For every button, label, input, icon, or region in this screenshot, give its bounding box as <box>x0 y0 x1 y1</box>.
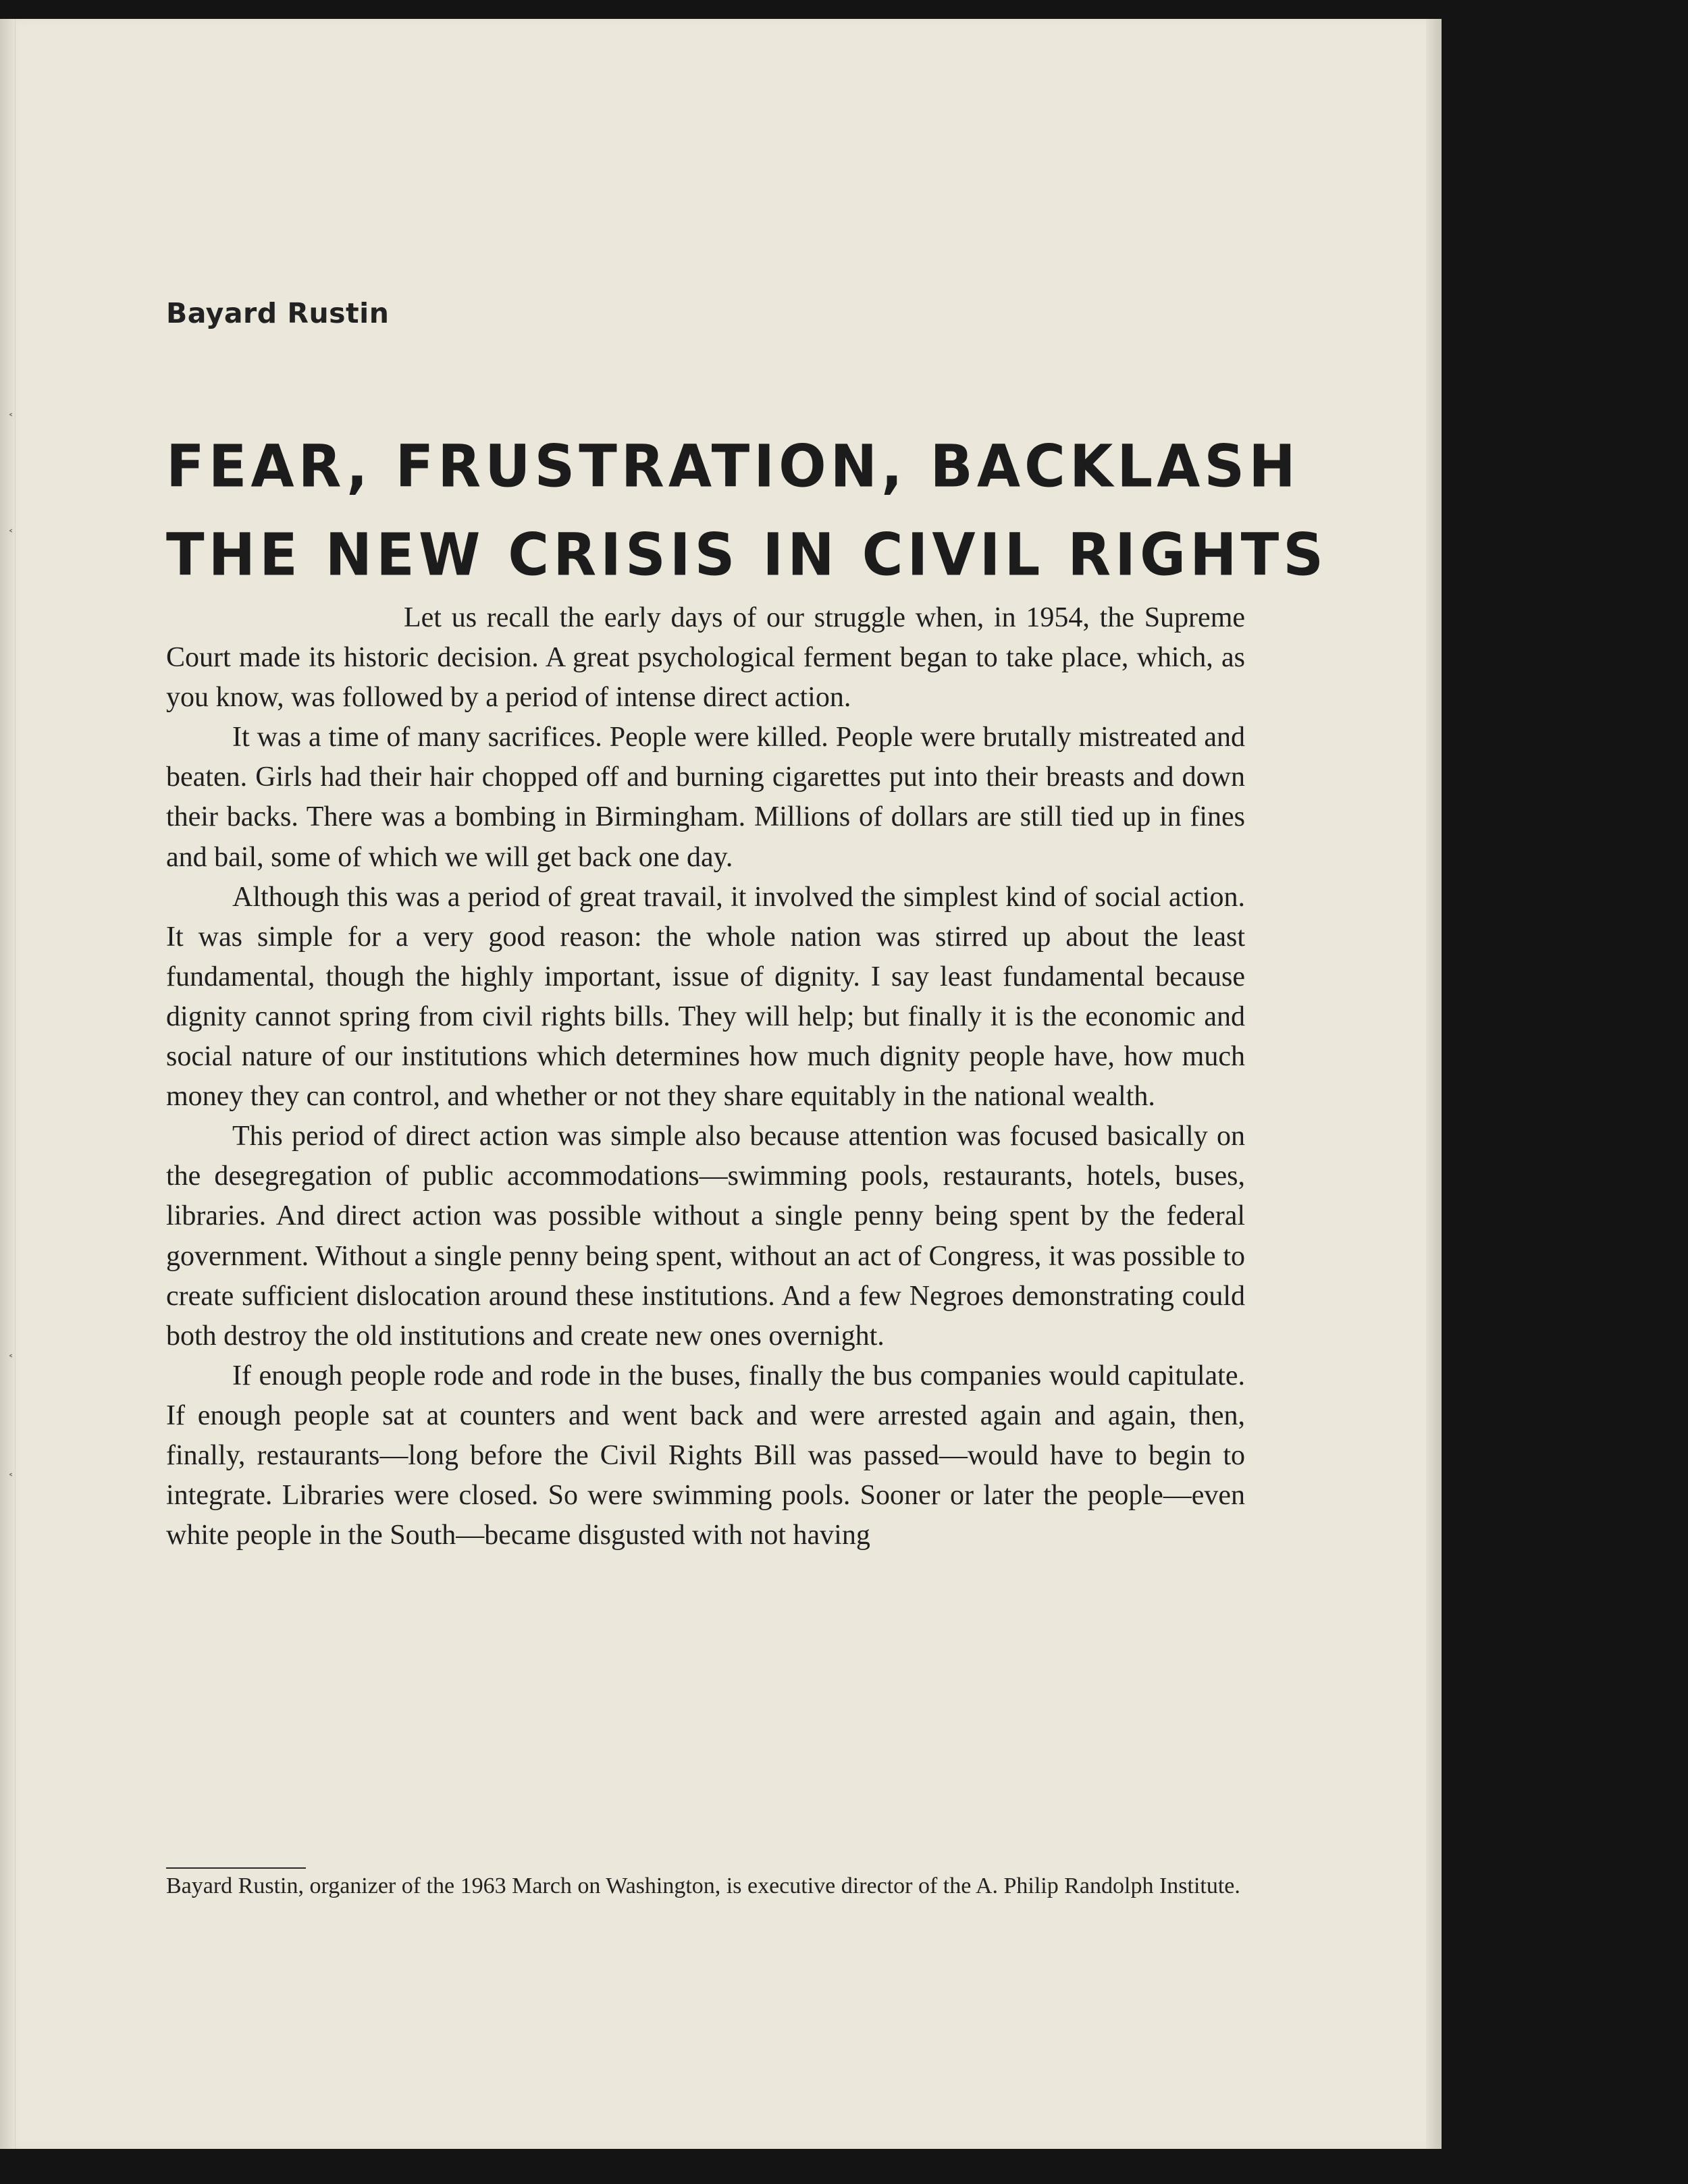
page-binding <box>0 19 16 2149</box>
author-byline: Bayard Rustin <box>166 297 390 329</box>
paragraph: It was a time of many sacrifices. People were killed. People were brutally mistreated and beaten. Girls had their hair chopped off and burning cigarettes put into their breasts and down their backs. There was a bombing in Birmingham. Millions of dollars are still tied up in fines and bail, some of which we will get back one day. <box>166 722 1245 873</box>
author-footnote: Bayard Rustin, organizer of the 1963 March on Washington, is executive director of the A. Philip Randolph Institute. <box>166 1873 1240 1898</box>
binding-stitch-mark: ˂ <box>8 528 14 541</box>
title-line-1: FEAR, FRUSTRATION, BACKLASH <box>166 432 1300 501</box>
binding-stitch-mark: ˂ <box>8 1353 14 1366</box>
paragraph: Let us recall the early days of our struggle when, in 1954, the Supreme Court made its historic decision. A great psychological ferment began to take place, which, as you know, was followed by a period of intense direct action. <box>166 602 1245 714</box>
document-page <box>0 19 1442 2149</box>
article-title <box>166 423 1327 600</box>
paragraph: If enough people rode and rode in the buses, finally the bus companies would capitulate. If enough people sat at counters and went back and were arrested again and again, then, finally, restaurants—long before the Civil Rights Bill was passed—would have to begin to integrate. Libraries were closed. So were swimming pools. Sooner or later the people—even white people in the South—became disgusted with not having <box>166 1360 1245 1551</box>
binding-stitch-mark: ˂ <box>8 412 14 425</box>
page-edge <box>1426 19 1442 2149</box>
footnote-divider <box>166 1867 306 1869</box>
paragraph: Although this was a period of great travail, it involved the simplest kind of social action. It was simple for a very good reason: the whole nation was stirred up about the least fundamental, though the highly important, issue of dignity. I say least fundamental because dignity cannot spring from civil rights bills. They will help; but finally it is the economic and social nature of our institutions which determines how much dignity people have, how much money they can control, and whether or not they share equitably in the national wealth. <box>166 881 1245 1113</box>
title-line-2: THE NEW CRISIS IN CIVIL RIGHTS <box>166 521 1328 589</box>
article-body <box>166 598 1245 1555</box>
binding-stitch-mark: ˂ <box>8 1472 14 1485</box>
paragraph: This period of direct action was simple also because attention was focused basically on the desegregation of public accommodations—swimming pools, restaurants, hotels, buses, libraries. And direct action was possible without a single penny being spent by the federal government. Without a single penny being spent, without an act of Congress, it was possible to create sufficient dislocation around these institutions. And a few Negroes demonstrating could both destroy the old institutions and create new ones overnight. <box>166 1121 1245 1352</box>
